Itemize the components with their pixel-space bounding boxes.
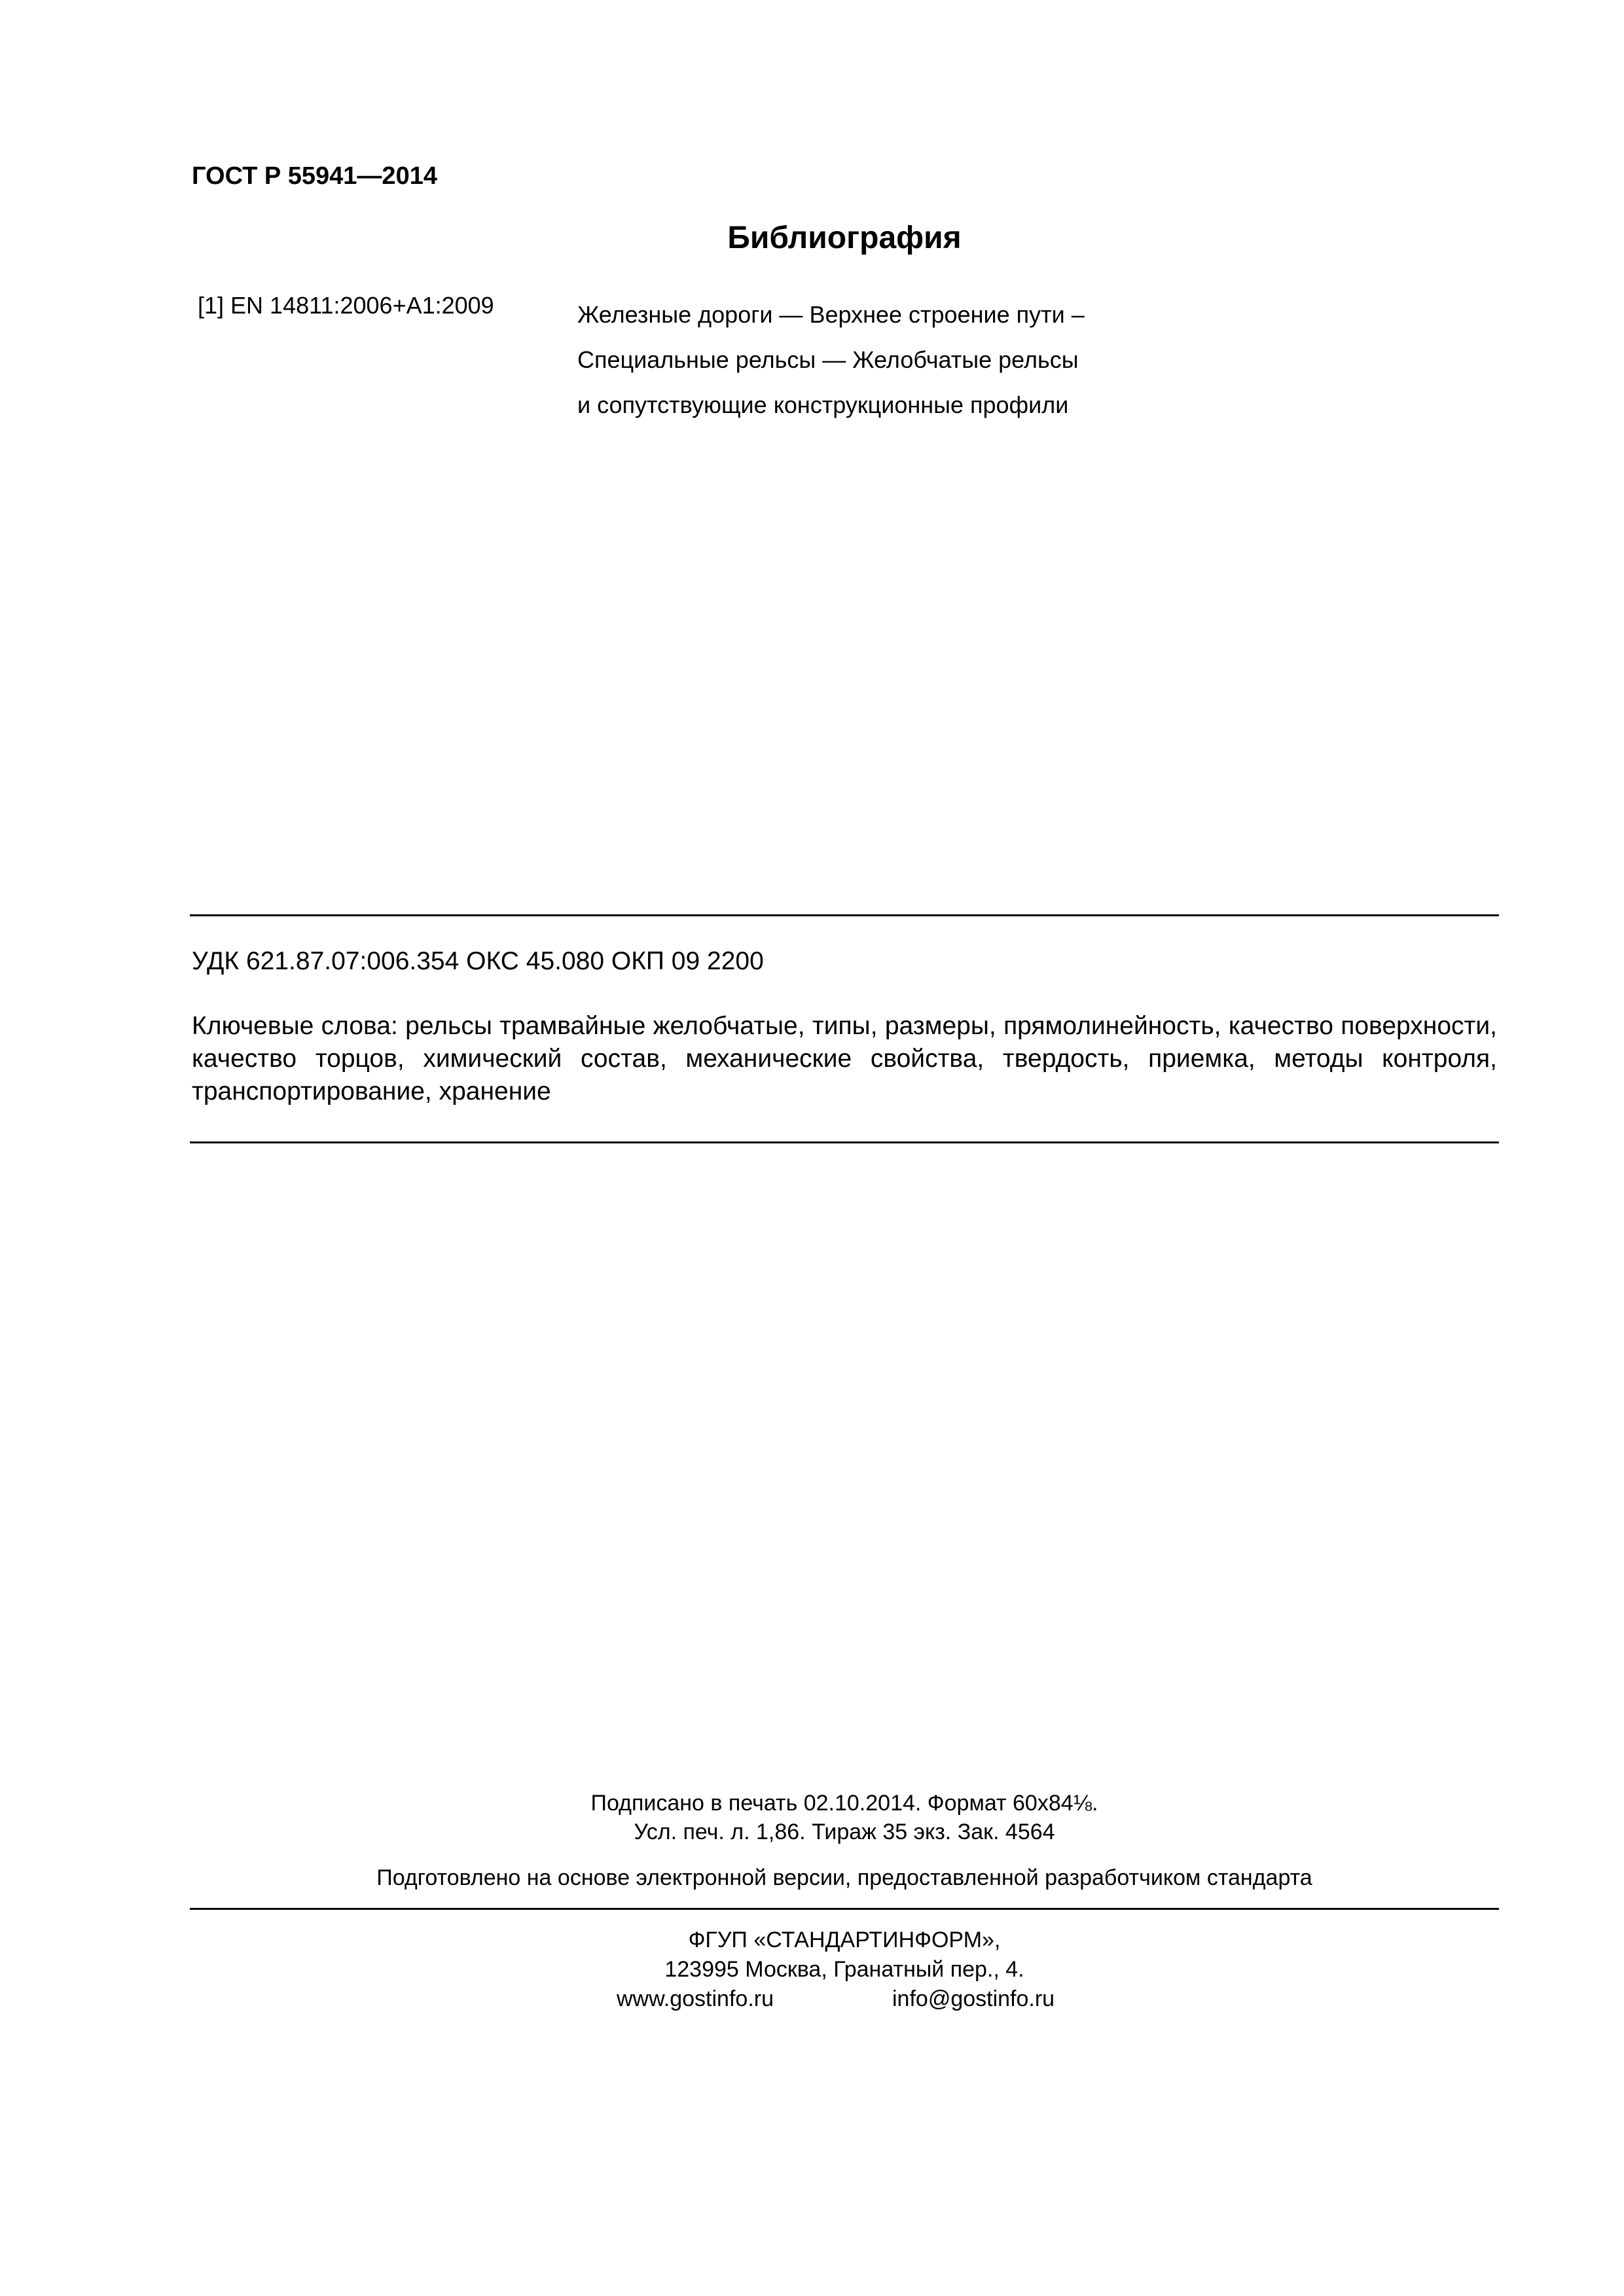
keywords-paragraph: Ключевые слова: рельсы трамвайные желобчатые, типы, размеры, прямолинейность, качество поверхности, качество торцов, химический состав, механические свойства, твердость, приемка, методы контроля, транспортирование, хранение xyxy=(192,1012,1497,1105)
bibliography-title: Библиография xyxy=(727,221,962,255)
bibliography-entry-reference: [1] EN 14811:2006+A1:2009 xyxy=(198,292,494,319)
divider-top xyxy=(190,914,1499,916)
bibliography-entry-title-line: Специальные рельсы — Желобчатые рельсы xyxy=(577,346,1079,373)
bibliography-entry-title-line: и сопутствующие конструкционные профили xyxy=(577,391,1069,418)
publisher-address: 123995 Москва, Гранатный пер., 4. xyxy=(664,1957,1024,1982)
publisher-email-link[interactable]: info@gostinfo.ru xyxy=(892,1986,1055,2011)
publisher-name: ФГУП «СТАНДАРТИНФОРМ», xyxy=(688,1928,1001,1952)
bibliography-entry-title xyxy=(577,292,1085,427)
classification-codes: УДК 621.87.07:006.354 ОКС 45.080 ОКП 09 2200 xyxy=(192,947,764,975)
publisher-website-link[interactable]: www.gostinfo.ru xyxy=(617,1986,774,2011)
divider-middle xyxy=(190,1141,1499,1143)
bibliography-entry-title-line: Железные дороги — Верхнее строение пути – xyxy=(577,301,1085,328)
prepared-from-line: Подготовлено на основе электронной версии, предоставленной разработчиком стандарта xyxy=(376,1865,1312,1890)
divider-bottom xyxy=(190,1908,1499,1910)
document-code: ГОСТ Р 55941—2014 xyxy=(192,162,437,190)
print-run-line: Усл. печ. л. 1,86. Тираж 35 экз. Зак. 4564 xyxy=(634,1820,1055,1844)
signed-for-print-line: Подписано в печать 02.10.2014. Формат 60x84⅛. xyxy=(590,1791,1098,1816)
